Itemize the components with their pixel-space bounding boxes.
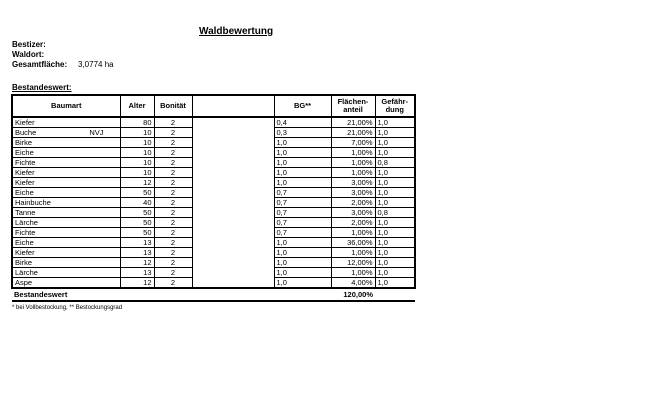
baumart-label: Birke bbox=[15, 138, 33, 147]
cell-gefaehrdung: 1,0 bbox=[375, 148, 415, 158]
cell-gefaehrdung: 1,0 bbox=[375, 258, 415, 268]
cell-alter: 80 bbox=[120, 117, 154, 128]
table-row bbox=[12, 278, 415, 289]
cell-anteil: 21,00% bbox=[331, 128, 375, 138]
header-baumart: Baumart bbox=[12, 95, 120, 117]
cell-gefaehrdung: 1,0 bbox=[375, 168, 415, 178]
cell-blank bbox=[192, 248, 274, 258]
cell-alter: 10 bbox=[120, 158, 154, 168]
waldort-row bbox=[12, 50, 44, 59]
cell-anteil: 1,00% bbox=[331, 148, 375, 158]
cell-gefaehrdung: 1,0 bbox=[375, 198, 415, 208]
cell-blank bbox=[192, 188, 274, 198]
table-row bbox=[12, 138, 415, 148]
cell-anteil: 1,00% bbox=[331, 158, 375, 168]
cell-gefaehrdung: 1,0 bbox=[375, 178, 415, 188]
cell-alter: 12 bbox=[120, 278, 154, 289]
baumart-label: Eiche bbox=[15, 238, 34, 247]
table-row bbox=[12, 218, 415, 228]
cell-bg: 1,0 bbox=[274, 248, 331, 258]
cell-bg: 0,4 bbox=[274, 117, 331, 128]
section-heading: Bestandeswert: bbox=[12, 83, 72, 92]
cell-anteil: 1,00% bbox=[331, 268, 375, 278]
cell-alter: 50 bbox=[120, 208, 154, 218]
cell-alter: 50 bbox=[120, 228, 154, 238]
cell-anteil: 3,00% bbox=[331, 208, 375, 218]
cell-blank bbox=[192, 148, 274, 158]
table-row bbox=[12, 198, 415, 208]
cell-gefaehrdung: 1,0 bbox=[375, 138, 415, 148]
header-gefaehrdung: Gefähr-dung bbox=[375, 95, 415, 117]
cell-gefaehrdung: 1,0 bbox=[375, 248, 415, 258]
cell-baumart bbox=[12, 248, 120, 258]
cell-baumart bbox=[12, 268, 120, 278]
flaeche-label: Gesamtfläche: bbox=[12, 60, 68, 69]
cell-bg: 0,7 bbox=[274, 198, 331, 208]
cell-baumart bbox=[12, 117, 120, 128]
table-row bbox=[12, 208, 415, 218]
header-row bbox=[12, 95, 415, 117]
cell-anteil: 1,00% bbox=[331, 228, 375, 238]
cell-blank bbox=[192, 258, 274, 268]
cell-baumart bbox=[12, 208, 120, 218]
cell-bg: 0,7 bbox=[274, 228, 331, 238]
besitzer-row bbox=[12, 40, 46, 49]
flaeche-value: 3,0774 ha bbox=[78, 60, 114, 69]
footnote: * bei Vollbestockung, ** Bestockungsgrad bbox=[12, 305, 123, 311]
baumart-note: NVJ bbox=[89, 128, 104, 137]
header-bonitaet: Bonität bbox=[154, 95, 192, 117]
cell-bg: 0,7 bbox=[274, 188, 331, 198]
cell-alter: 12 bbox=[120, 258, 154, 268]
cell-blank bbox=[192, 198, 274, 208]
cell-baumart bbox=[12, 278, 120, 289]
cell-baumart bbox=[12, 178, 120, 188]
cell-bg: 1,0 bbox=[274, 178, 331, 188]
baumart-label: Lärche bbox=[15, 268, 38, 277]
cell-bonitaet: 2 bbox=[154, 268, 192, 278]
cell-anteil: 7,00% bbox=[331, 138, 375, 148]
cell-gefaehrdung: 0,8 bbox=[375, 208, 415, 218]
cell-bg: 1,0 bbox=[274, 238, 331, 248]
baumart-label: Birke bbox=[15, 258, 33, 267]
cell-gefaehrdung: 1,0 bbox=[375, 238, 415, 248]
flaeche-row bbox=[12, 60, 114, 69]
cell-bonitaet: 2 bbox=[154, 128, 192, 138]
cell-baumart bbox=[12, 198, 120, 208]
cell-blank bbox=[192, 128, 274, 138]
cell-bg: 1,0 bbox=[274, 268, 331, 278]
cell-bg: 1,0 bbox=[274, 148, 331, 158]
cell-alter: 13 bbox=[120, 238, 154, 248]
cell-alter: 10 bbox=[120, 128, 154, 138]
baumart-label: Aspe bbox=[15, 278, 33, 287]
cell-bg: 1,0 bbox=[274, 168, 331, 178]
cell-alter: 10 bbox=[120, 138, 154, 148]
cell-bonitaet: 2 bbox=[154, 248, 192, 258]
total-row bbox=[12, 288, 415, 301]
cell-bonitaet: 2 bbox=[154, 228, 192, 238]
table-row bbox=[12, 148, 415, 158]
document-title: Waldbewertung bbox=[199, 26, 274, 37]
cell-baumart bbox=[12, 188, 120, 198]
cell-bonitaet: 2 bbox=[154, 158, 192, 168]
cell-blank bbox=[192, 278, 274, 289]
cell-blank bbox=[192, 138, 274, 148]
cell-anteil: 3,00% bbox=[331, 178, 375, 188]
cell-baumart bbox=[12, 128, 120, 138]
baumart-label: Kiefer bbox=[15, 248, 35, 257]
table-row bbox=[12, 258, 415, 268]
table-row bbox=[12, 248, 415, 258]
cell-bonitaet: 2 bbox=[154, 198, 192, 208]
table-row bbox=[12, 188, 415, 198]
cell-anteil: 21,00% bbox=[331, 117, 375, 128]
cell-gefaehrdung: 1,0 bbox=[375, 278, 415, 289]
cell-bonitaet: 2 bbox=[154, 188, 192, 198]
cell-bg: 0,3 bbox=[274, 128, 331, 138]
cell-alter: 13 bbox=[120, 268, 154, 278]
cell-bonitaet: 2 bbox=[154, 117, 192, 128]
cell-bonitaet: 2 bbox=[154, 138, 192, 148]
baumart-label: Tanne bbox=[15, 208, 36, 217]
cell-blank bbox=[192, 218, 274, 228]
cell-gefaehrdung: 1,0 bbox=[375, 218, 415, 228]
cell-bg: 1,0 bbox=[274, 158, 331, 168]
header-bg: BG** bbox=[274, 95, 331, 117]
cell-blank bbox=[192, 117, 274, 128]
cell-gefaehrdung: 1,0 bbox=[375, 188, 415, 198]
baumart-label: Lärche bbox=[15, 218, 38, 227]
cell-anteil: 4,00% bbox=[331, 278, 375, 289]
cell-alter: 50 bbox=[120, 188, 154, 198]
cell-bg: 0,7 bbox=[274, 208, 331, 218]
cell-bonitaet: 2 bbox=[154, 178, 192, 188]
cell-anteil: 3,00% bbox=[331, 188, 375, 198]
cell-alter: 50 bbox=[120, 218, 154, 228]
table-row bbox=[12, 178, 415, 188]
cell-gefaehrdung: 1,0 bbox=[375, 228, 415, 238]
cell-blank bbox=[192, 158, 274, 168]
table-row bbox=[12, 158, 415, 168]
cell-baumart bbox=[12, 238, 120, 248]
baumart-label: Eiche bbox=[15, 148, 34, 157]
table-row bbox=[12, 228, 415, 238]
table-row bbox=[12, 268, 415, 278]
cell-anteil: 1,00% bbox=[331, 168, 375, 178]
cell-bonitaet: 2 bbox=[154, 208, 192, 218]
cell-anteil: 2,00% bbox=[331, 218, 375, 228]
cell-gefaehrdung: 0,8 bbox=[375, 158, 415, 168]
total-label: Bestandeswert bbox=[12, 288, 331, 301]
baumart-label: Eiche bbox=[15, 188, 34, 197]
total-anteil: 120,00% bbox=[331, 288, 375, 301]
waldort-label: Waldort: bbox=[12, 50, 45, 59]
cell-bonitaet: 2 bbox=[154, 278, 192, 289]
cell-baumart bbox=[12, 148, 120, 158]
cell-alter: 13 bbox=[120, 248, 154, 258]
cell-blank bbox=[192, 238, 274, 248]
table-row bbox=[12, 117, 415, 128]
cell-gefaehrdung: 1,0 bbox=[375, 268, 415, 278]
table-row bbox=[12, 128, 415, 138]
cell-alter: 10 bbox=[120, 168, 154, 178]
cell-blank bbox=[192, 208, 274, 218]
cell-blank bbox=[192, 268, 274, 278]
cell-alter: 40 bbox=[120, 198, 154, 208]
cell-bonitaet: 2 bbox=[154, 238, 192, 248]
total-empty bbox=[375, 288, 415, 301]
cell-bonitaet: 2 bbox=[154, 148, 192, 158]
cell-bg: 1,0 bbox=[274, 138, 331, 148]
cell-baumart bbox=[12, 138, 120, 148]
cell-baumart bbox=[12, 158, 120, 168]
cell-baumart bbox=[12, 168, 120, 178]
header-alter: Alter bbox=[120, 95, 154, 117]
header-flaechenanteil: Flächen-anteil bbox=[331, 95, 375, 117]
cell-gefaehrdung: 1,0 bbox=[375, 128, 415, 138]
cell-bonitaet: 2 bbox=[154, 258, 192, 268]
besitzer-label: Bestizer: bbox=[12, 40, 46, 49]
cell-alter: 10 bbox=[120, 148, 154, 158]
cell-anteil: 1,00% bbox=[331, 248, 375, 258]
cell-bg: 1,0 bbox=[274, 258, 331, 268]
cell-bonitaet: 2 bbox=[154, 218, 192, 228]
cell-blank bbox=[192, 178, 274, 188]
bestandes-table bbox=[11, 94, 416, 302]
baumart-label: Hainbuche bbox=[15, 198, 51, 207]
baumart-label: Fichte bbox=[15, 228, 36, 237]
baumart-label: Kiefer bbox=[15, 168, 35, 177]
baumart-label: Kiefer bbox=[15, 178, 35, 187]
table-body bbox=[12, 117, 415, 288]
cell-anteil: 2,00% bbox=[331, 198, 375, 208]
baumart-label: Buche bbox=[15, 128, 37, 137]
cell-alter: 12 bbox=[120, 178, 154, 188]
cell-bonitaet: 2 bbox=[154, 168, 192, 178]
baumart-label: Fichte bbox=[15, 158, 36, 167]
cell-gefaehrdung: 1,0 bbox=[375, 117, 415, 128]
cell-blank bbox=[192, 228, 274, 238]
cell-bg: 1,0 bbox=[274, 278, 331, 289]
table-row bbox=[12, 238, 415, 248]
cell-anteil: 36,00% bbox=[331, 238, 375, 248]
baumart-label: Kiefer bbox=[15, 118, 35, 127]
cell-anteil: 12,00% bbox=[331, 258, 375, 268]
header-blank bbox=[192, 95, 274, 117]
cell-bg: 0,7 bbox=[274, 218, 331, 228]
table-row bbox=[12, 168, 415, 178]
cell-baumart bbox=[12, 258, 120, 268]
cell-baumart bbox=[12, 228, 120, 238]
cell-baumart bbox=[12, 218, 120, 228]
cell-blank bbox=[192, 168, 274, 178]
